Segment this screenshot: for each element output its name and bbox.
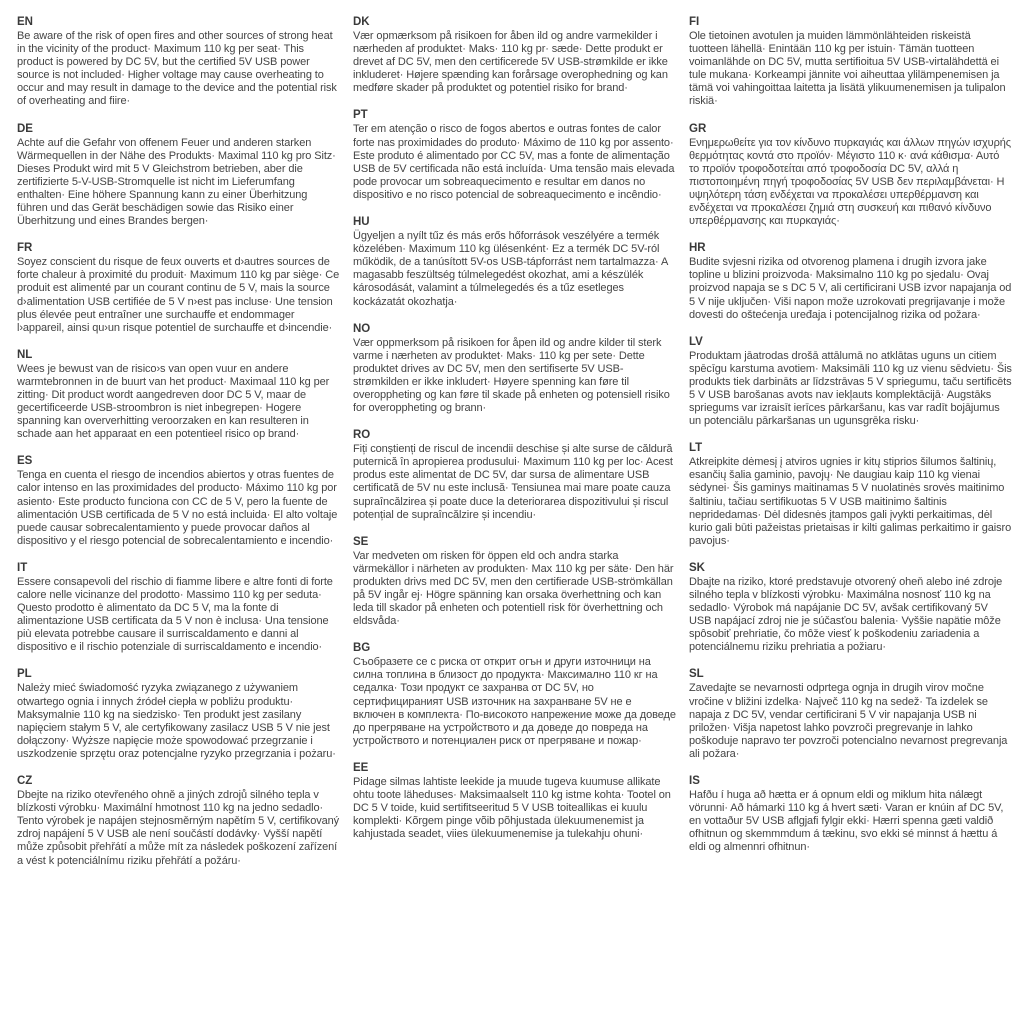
warning-text: Produktam jāatrodas drošā attālumā no atklātas uguns un citiem spēcīgu karstuma avotiem· Maksimāli 110 kg uz vienu sēdvietu· Šis produkts tiek darbināts ar līdzstrāvas 5 V spriegumu, taču sertificēts 5 V USB barošanas avots nav iekļauts komplektācijā· Augstāks spriegums var izraisīt ierīces pārkaršanu, kas var radīt bojājumus un potenciālu pārkaršanas un ugunsgrēka risku· [689, 349, 1012, 428]
language-code-label: SE [353, 535, 369, 548]
language-section-no [353, 322, 676, 416]
language-section-sk [689, 561, 1012, 655]
warning-text: Var medveten om risken för öppen eld och andra starka värmekällor i närheten av produkten· Max 110 kg per säte· Den här produkten drivs med DC 5V, men den certifierade USB-strömkällan på 5V ingår ej· Högre spänning kan orsaka överhettning och kan leda till skador på enheten och potentiell risk för överhettning och eldsvåda· [353, 549, 674, 628]
language-section-pt [353, 108, 676, 202]
warning-text: Vær oppmerksom på risikoen for åpen ild og andre kilder til sterk varme i nærheten av produktet· Maks· 110 kg per sete· Dette produktet drives av DC 5V, men den sertifiserte 5V USB-strømkilden er ikke inkludert· Høyere spenning kan føre til overoppheting og kan føre til skade på enheten og potensiell risiko for overoppheting og brann· [353, 336, 670, 415]
language-code-label: NO [353, 322, 371, 335]
language-section-es [17, 454, 340, 548]
language-code-label: LT [689, 442, 703, 455]
warning-text: Budite svjesni rizika od otvorenog plamena i drugih izvora jake topline u blizini proizvoda· Maksimalno 110 kg po sjedalu· Ovaj proizvod napaja se s DC 5 V, ali certificirani USB izvor napajanja od 5 V nije uključen· Viši napon može uzrokovati pregrijavanje i može dovesti do oštećenja uređaja i potencijalnog rizika od požara· [689, 256, 1012, 321]
warning-text: Atkreipkite dėmesį į atviros ugnies ir kitų stiprios šilumos šaltinių, esančių šalia gaminio, pavojų· Ne daugiau kaip 110 kg vienai sėdynei· Šis gaminys maitinamas 5 V nuolatinės srovės maitinimo šaltiniu, tačiau sertifikuotas 5 V USB maitinimo šaltinis nepridedamas· Dėl didesnės įtampos gali įvykti perkaitimas, dėl kurio gali būti pažeistas prietaisas ir kilti galimas perkaitimo ir gaisro pavojus· [689, 456, 1012, 547]
language-code-label: NL [17, 348, 33, 361]
language-code-label: ES [17, 455, 33, 468]
language-section-is [689, 774, 1012, 854]
language-section-lt [689, 441, 1012, 548]
warning-text: Fiți conștienți de riscul de incendii deschise și alte surse de căldură puternică în apropierea produsului· Maximum 110 kg per loc· Acest produs este alimentat de DC 5V, dar sursa de alimentare USB certificată de 5V nu este inclusă· Tensiunea mai mare poate cauza supraîncălzirea și poate duce la deteriorarea dispozitivului și riscul potențial de supraîncălzire și incendiu· [353, 443, 673, 521]
language-code-label: DK [353, 16, 370, 28]
language-code-label: FI [689, 16, 700, 28]
language-section-dk [353, 15, 676, 95]
language-section-cz [17, 774, 340, 868]
language-code-label: DE [17, 122, 33, 135]
column-left [17, 15, 340, 881]
language-code-label: EE [353, 761, 369, 774]
language-code-label: HR [689, 242, 706, 255]
language-section-sl [689, 667, 1012, 761]
warning-text: Soyez conscient du risque de feux ouverts et d›autres sources de forte chaleur à proximité du produit· Maximum 110 kg par siège· Ce produit est alimenté par un courant continu de 5 V, mais la source d›alimentation USB certifiée de 5 V n›est pas incluse· Une tension plus élevée peut entraîner une surchauffe et endommager l›appareil, ainsi qu›un risque potentiel de surchauffe et d›incendie· [17, 256, 340, 334]
language-section-en [17, 15, 340, 109]
warning-text: Съобразете се с риска от открит огън и други източници на силна топлина в близост до продукта· Максимално 110 кг на седалка· Този продукт се захранва от DC 5V, но сертифицираният USB източник на захранване 5V не е включен в комплекта· По-високото напрежение може да доведе до прегряване на устройството и да доведе до повреда на устройството и потенциален риск от прегряване и пожар· [353, 656, 676, 747]
column-right [689, 15, 1012, 881]
language-code-label: RO [353, 429, 371, 442]
language-section-bg [353, 641, 676, 748]
warning-text: Ενημερωθείτε για τον κίνδυνο πυρκαγιάς και άλλων πηγών ισχυρής θερμότητας κοντά στο προϊόν· Μέγιστο 110 κ· ανά κάθισμα· Αυτό το προϊόν τροφοδοτείται από τροφοδοσία DC 5V, αλλά η πιστοποιημένη πηγή τροφοδοσίας 5V USB δεν περιλαμβάνεται· Η υψηλότερη τάση ενδέχεται να προκαλέσει υπερθέρμανση και ενδέχεται να προκαλέσει ζημιά στη συσκευή και πιθανό κίνδυνο υπερθέρμανσης και πυρκαγιάς· [689, 136, 1011, 228]
language-code-label: GR [689, 122, 707, 135]
language-section-ee [353, 761, 676, 841]
language-section-hu [353, 215, 676, 309]
language-section-pl [17, 667, 340, 761]
language-code-label: PL [17, 668, 32, 681]
language-code-label: SL [689, 668, 704, 681]
language-section-lv [689, 335, 1012, 429]
column-middle [353, 15, 676, 881]
language-code-label: CZ [17, 775, 33, 788]
warning-text: Zavedajte se nevarnosti odprtega ognja in drugih virov močne vročine v bližini izdelka· Največ 110 kg na sedež· Ta izdelek se napaja z DC 5V, vendar certificirani 5 V vir napajanja USB ni priložen· Višja napetost lahko povzroči pregrevanje in lahko poškoduje napravo ter povzroči potencialno nevarnost pregrevanja ali požara· [689, 682, 1008, 760]
language-section-de [17, 122, 340, 229]
warning-text: Dbajte na riziko, ktoré predstavuje otvorený oheň alebo iné zdroje silného tepla v blízkosti výrobku· Maximálna nosnosť 110 kg na sedadlo· Výrobok má napájanie DC 5V, avšak certifikovaný 5V USB napájací zdroj nie je súčasťou balenia· Vyššie napätie môže spôsobiť prehriatie, čo môže viesť k poškodeniu zariadenia a potenciálnemu riziku prehriatia a požiaru· [689, 575, 1003, 654]
language-code-label: BG [353, 642, 371, 655]
language-code-label: SK [689, 561, 705, 574]
language-section-nl [17, 348, 340, 442]
language-code-label: FR [17, 242, 33, 255]
warning-text: Hafðu í huga að hætta er á opnum eldi og miklum hita nálægt vörunni· Að hámarki 110 kg á hvert sæti· Varan er knúin af DC 5V, en vottaður 5V USB aflgjafi fylgir ekki· Hærri spenna gæti valdið ofhitnun og skemmmdum á tækinu, svo ekki sé minnst á hættu á eldi og almennri ofhitnun· [689, 789, 1004, 854]
language-code-label: IT [17, 561, 28, 574]
warning-text: Achte auf die Gefahr von offenem Feuer und anderen starken Wärmequellen in der Nähe des Produkts· Maximal 110 kg pro Sitz· Dieses Produkt wird mit 5 V Gleichstrom betrieben, aber die zertifizierte 5-V-USB-Stromquelle ist nicht im Lieferumfang enthalten· Eine höhere Spannung kann zu einer Überhitzung führen und das Gerät beschädigen sowie das Risiko einer Überhitzung und eines Brandes bergen· [17, 136, 336, 228]
language-code-label: IS [689, 775, 700, 788]
language-section-fi [689, 15, 1012, 109]
language-section-gr [689, 122, 1012, 229]
warning-text: Vær opmærksom på risikoen for åben ild og andre varmekilder i nærheden af produktet· Maks· 110 kg pr· sæde· Dette produkt er drevet af DC 5V, men den certificerede 5V USB-strømkilde er ikke inkluderet· Højere spænding kan forårsage overophedning og kan medføre skader på produktet og potentiel risiko for brand· [353, 30, 668, 95]
warning-text: Ole tietoinen avotulen ja muiden lämmönlähteiden riskeistä tuotteen lähellä· Enintään 110 kg per istuin· Tämän tuotteen voimanlähde on DC 5V, mutta sertifioitua 5V USB-virtalähdettä ei tule mukana· Korkeampi jännite voi aiheuttaa ylilämpenemisen ja tämä voi vahingoittaa laitetta ja lisätä ylikuumenemisen ja tulipalon riskiä· [689, 30, 1006, 108]
language-code-label: EN [17, 16, 33, 28]
warning-text: Pidage silmas lahtiste leekide ja muude tugeva kuumuse allikate ohtu toote läheduses· Maksimaalselt 110 kg istme kohta· Tootel on DC 5 V toide, kuid sertifitseeritud 5 V USB toiteallikas ei kuulu komplekti· Kõrgem pinge võib põhjustada ülekuumenemist ja kahjustada seadet, viies ülekuumenemise ja tulekahju ohuni· [353, 775, 671, 841]
language-section-it [17, 561, 340, 655]
warning-text: Ter em atenção o risco de fogos abertos e outras fontes de calor forte nas proximidades do produto· Máximo de 110 kg por assento· Este produto é alimentado por CC 5V, mas a fonte de alimentação USB de 5V certificada não está incluída· Uma tensão mais elevada pode provocar um sobreaquecimento e resultar em danos no dispositivo e no risco potencial de sobreaquecimento e incêndio· [353, 123, 675, 201]
warning-text: Ügyeljen a nyílt tűz és más erős hőforrások veszélyére a termék közelében· Maximum 110 kg ülésenként· Ez a termék DC 5V-ról működik, de a tanúsított 5V-os USB-tápforrást nem tartalmazza· A magasabb feszültség túlmelegedést okozhat, ami a készülék károsodását, valamint a túlmelegedés és a tűz esetleges kockázatát okozhatja· [353, 230, 668, 308]
warning-text: Essere consapevoli del rischio di fiamme libere e altre fonti di forte calore nelle vicinanze del prodotto· Massimo 110 kg per seduta· Questo prodotto è alimentato da DC 5 V, ma la fonte di alimentazione USB certificata da 5 V non è inclusa· Una tensione più elevata potrebbe causare il surriscaldamento e danni al dispositivo e il rischio potenziale di surriscaldamento e incendio· [17, 575, 333, 654]
language-code-label: HU [353, 216, 370, 229]
warning-text: Tenga en cuenta el riesgo de incendios abiertos y otras fuentes de calor intenso en las proximidades del producto· Máximo 110 kg por asiento· Este producto funciona con CC de 5 V, pero la fuente de alimentación USB certificada de 5 V no está incluida· El alto voltaje puede causar sobrecalentamiento y puede provocar daños al dispositivo y el riesgo potencial de sobrecalentamiento e incendio· [17, 469, 338, 547]
warning-text: Be aware of the risk of open fires and other sources of strong heat in the vicinity of the product· Maximum 110 kg per seat· This product is powered by DC 5V, but the certified 5V USB power source is not included· Higher voltage may cause overheating to occur and may result in damage to the device and the potential risk of overheating and fiire· [17, 30, 337, 108]
language-section-se [353, 535, 676, 629]
language-section-ro [353, 428, 676, 522]
language-code-label: PT [353, 109, 368, 122]
warning-text: Wees je bewust van de risico›s van open vuur en andere warmtebronnen in de buurt van het product· Maximaal 110 kg per zitting· Dit product wordt aangedreven door DC 5 V, maar de gecertificeerde USB-stroombron is niet inbegrepen· Hogere spanning kan oververhitting veroorzaken en kan resulteren in schade aan het apparaat en een potentieel risico op brand· [17, 362, 330, 441]
language-section-hr [689, 241, 1012, 321]
warning-text: Należy mieć świadomość ryzyka związanego z używaniem otwartego ognia i innych źródeł ciepła w pobliżu produktu· Maksymalnie 110 kg na siedzisko· Ten produkt jest zasilany napięciem stałym 5 V, ale certyfikowany zasilacz USB 5 V nie jest dołączony· Wyższe napięcie może spowodować przegrzanie i uszkodzenie sprzętu oraz potencjalne ryzyko przegrzania i pożaru· [17, 682, 336, 760]
warning-text: Dbejte na riziko otevřeného ohně a jiných zdrojů silného tepla v blízkosti výrobku· Maximální hmotnost 110 kg na jedno sedadlo· Tento výrobek je napájen stejnosměrným napětím 5 V, certifikovaný zdroj napájení 5 V USB ale není součástí dodávky· Vyšší napětí může způsobit přehřátí a může mít za následek poškození zařízení a vést k potenciálnímu riziku přehřátí a požáru· [17, 789, 340, 867]
language-section-fr [17, 241, 340, 335]
language-code-label: LV [689, 335, 703, 348]
